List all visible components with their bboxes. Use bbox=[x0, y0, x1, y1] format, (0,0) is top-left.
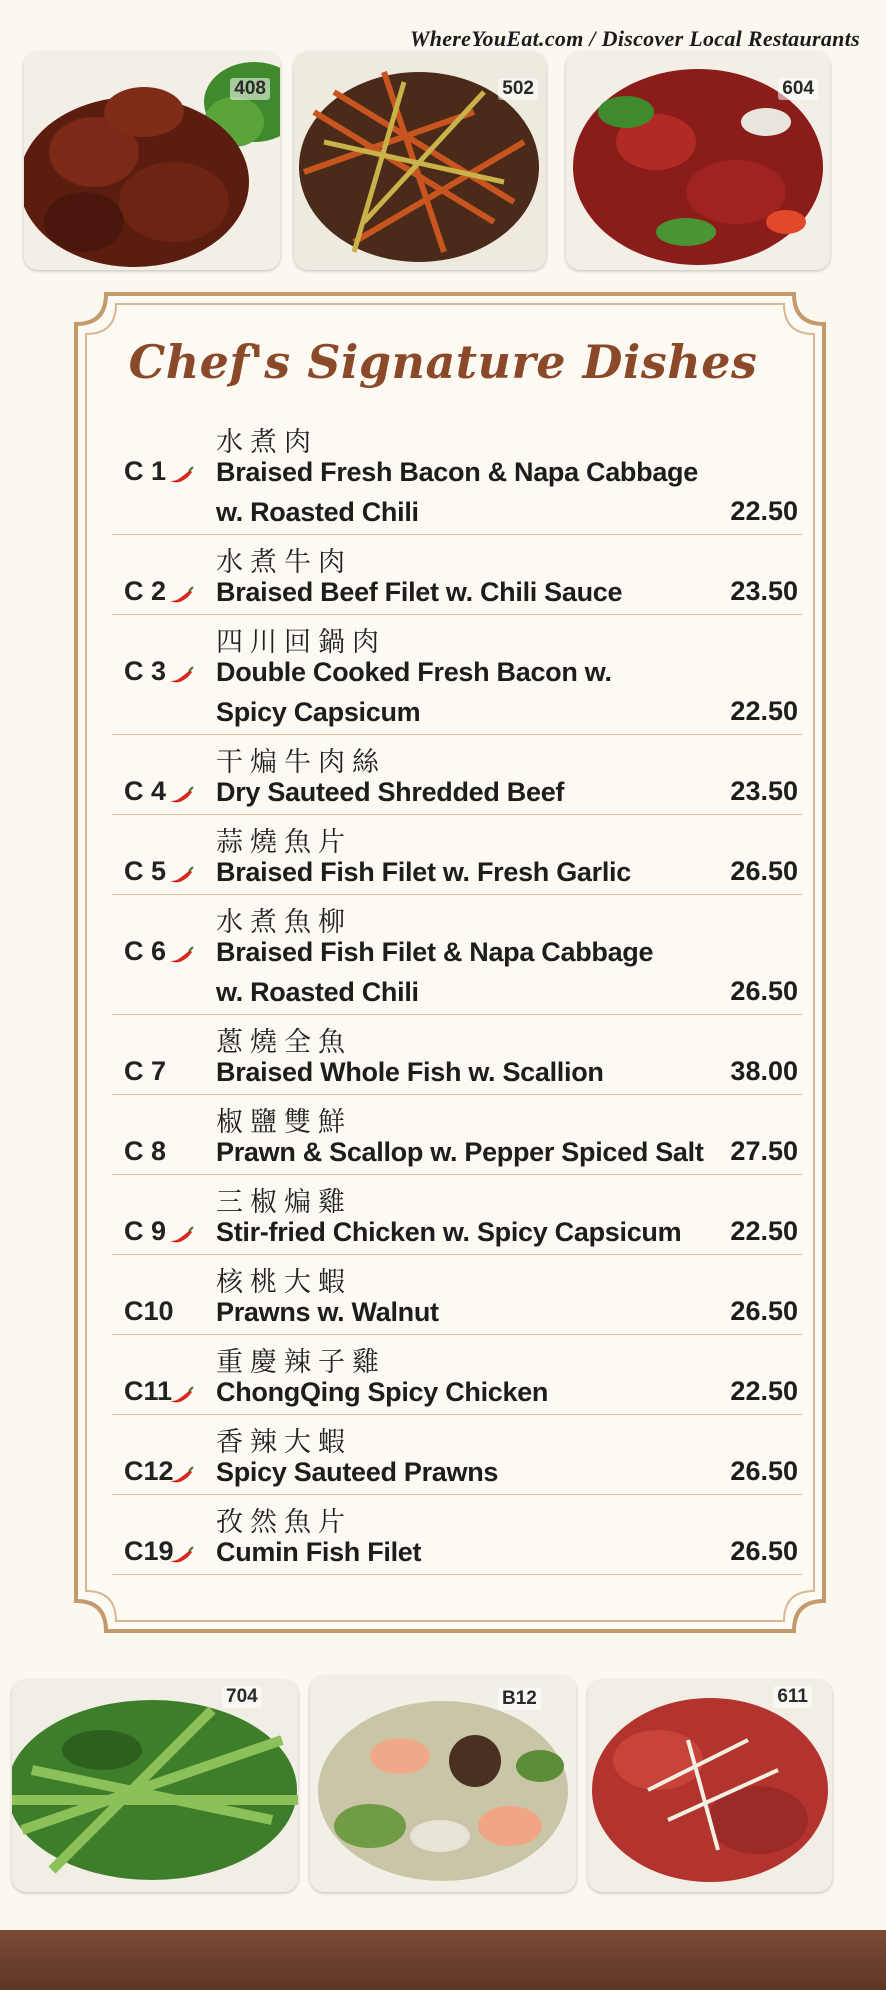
dish-number: 611 bbox=[773, 1686, 812, 1708]
dish-english-name: Prawn & Scallop w. Pepper Spiced Salt bbox=[216, 1137, 704, 1167]
dish-english-name: Braised Whole Fish w. Scallion bbox=[216, 1057, 604, 1087]
dish-chinese-name: 水煮牛肉 bbox=[216, 547, 352, 578]
dish-english-name: Spicy Capsicum bbox=[216, 697, 421, 727]
dish-price: 38.00 bbox=[730, 1056, 798, 1086]
chili-pepper-icon bbox=[168, 866, 194, 884]
chili-pepper-icon bbox=[168, 1466, 194, 1484]
dish-price: 23.50 bbox=[730, 776, 798, 806]
row-divider bbox=[112, 1414, 802, 1415]
dish-code: C 2 bbox=[124, 576, 167, 606]
dish-price: 22.50 bbox=[730, 696, 798, 726]
dish-price: 26.50 bbox=[730, 1296, 798, 1326]
dish-english-name: w. Roasted Chili bbox=[216, 497, 419, 527]
dish-chinese-name: 蔥燒全魚 bbox=[216, 1027, 352, 1058]
dish-code: C10 bbox=[124, 1296, 174, 1326]
footer-band bbox=[0, 1930, 886, 1990]
dish-english-name: Cumin Fish Filet bbox=[216, 1537, 422, 1567]
dish-english-name: Braised Beef Filet w. Chili Sauce bbox=[216, 577, 623, 607]
dish-number: 704 bbox=[222, 1686, 262, 1708]
dish-number: 408 bbox=[230, 78, 270, 100]
chili-pepper-icon bbox=[168, 1386, 194, 1404]
dish-english-name: ChongQing Spicy Chicken bbox=[216, 1377, 549, 1407]
dish-code: C12 bbox=[124, 1456, 174, 1486]
dish-photo-704 bbox=[12, 1680, 298, 1892]
dish-english-name: Stir-fried Chicken w. Spicy Capsicum bbox=[216, 1217, 682, 1247]
row-divider bbox=[112, 1574, 802, 1575]
dish-chinese-name: 椒鹽雙鮮 bbox=[216, 1107, 352, 1138]
dish-english-name: Braised Fresh Bacon & Napa Cabbage bbox=[216, 457, 698, 487]
row-divider bbox=[112, 1494, 802, 1495]
dish-code: C 5 bbox=[124, 856, 167, 886]
dish-chinese-name: 干煸牛肉絲 bbox=[216, 747, 386, 778]
dish-code: C 6 bbox=[124, 936, 167, 966]
dish-chinese-name: 核桃大蝦 bbox=[216, 1267, 352, 1298]
dish-number: 502 bbox=[498, 78, 538, 100]
dish-photo-502 bbox=[294, 52, 546, 270]
dish-code: C 9 bbox=[124, 1216, 167, 1246]
chili-pepper-icon bbox=[168, 1226, 194, 1244]
dish-english-name: Braised Fish Filet w. Fresh Garlic bbox=[216, 857, 631, 887]
dish-code: C 7 bbox=[124, 1056, 167, 1086]
dish-chinese-name: 蒜燒魚片 bbox=[216, 827, 352, 858]
chili-pepper-icon bbox=[168, 1546, 194, 1564]
row-divider bbox=[112, 1174, 802, 1175]
chili-pepper-icon bbox=[168, 586, 194, 604]
dish-number: 604 bbox=[778, 78, 818, 100]
dish-price: 26.50 bbox=[730, 1456, 798, 1486]
dish-english-name: Dry Sauteed Shredded Beef bbox=[216, 777, 565, 807]
dish-chinese-name: 重慶辣子雞 bbox=[216, 1347, 386, 1378]
dish-english-name: Double Cooked Fresh Bacon w. bbox=[216, 657, 612, 687]
row-divider bbox=[112, 814, 802, 815]
greens-photo-icon bbox=[12, 1680, 298, 1892]
dish-photo-611 bbox=[588, 1680, 832, 1892]
dish-code: C19 bbox=[124, 1536, 174, 1566]
dish-chinese-name: 香辣大蝦 bbox=[216, 1427, 352, 1458]
dish-photo-408 bbox=[24, 52, 280, 270]
chili-pepper-icon bbox=[168, 946, 194, 964]
section-title: Chef's Signature Dishes bbox=[128, 335, 758, 389]
dish-price: 22.50 bbox=[730, 1216, 798, 1246]
dish-photo-604 bbox=[566, 52, 830, 270]
dish-price: 27.50 bbox=[730, 1136, 798, 1166]
dish-code: C 8 bbox=[124, 1136, 167, 1166]
dish-english-name: w. Roasted Chili bbox=[216, 977, 419, 1007]
dish-english-name: Spicy Sauteed Prawns bbox=[216, 1457, 499, 1487]
row-divider bbox=[112, 894, 802, 895]
row-divider bbox=[112, 1334, 802, 1335]
dish-english-name: Prawns w. Walnut bbox=[216, 1297, 439, 1327]
dish-price: 22.50 bbox=[730, 1376, 798, 1406]
dish-code: C11 bbox=[124, 1376, 173, 1406]
dish-price: 22.50 bbox=[730, 496, 798, 526]
row-divider bbox=[112, 1094, 802, 1095]
site-credit: WhereYouEat.com / Discover Local Restaurants bbox=[409, 26, 860, 51]
row-divider bbox=[112, 734, 802, 735]
dish-chinese-name: 三椒煸雞 bbox=[216, 1187, 352, 1218]
dish-english-name: Braised Fish Filet & Napa Cabbage bbox=[216, 937, 654, 967]
row-divider bbox=[112, 1254, 802, 1255]
dish-code: C 3 bbox=[124, 656, 167, 686]
dish-photo-B12 bbox=[310, 1676, 576, 1892]
row-divider bbox=[112, 534, 802, 535]
chili-pepper-icon bbox=[168, 466, 194, 484]
dish-price: 23.50 bbox=[730, 576, 798, 606]
chili-pepper-icon bbox=[168, 666, 194, 684]
row-divider bbox=[112, 614, 802, 615]
dish-number: B12 bbox=[498, 1688, 541, 1710]
dish-code: C 1 bbox=[124, 456, 167, 486]
crispy-beef-photo-icon bbox=[588, 1680, 832, 1892]
dish-price: 26.50 bbox=[730, 1536, 798, 1566]
dish-chinese-name: 四川回鍋肉 bbox=[216, 627, 386, 658]
dish-chinese-name: 孜然魚片 bbox=[216, 1507, 352, 1538]
chili-pepper-icon bbox=[168, 786, 194, 804]
dish-price: 26.50 bbox=[730, 856, 798, 886]
dish-code: C 4 bbox=[124, 776, 167, 806]
dish-chinese-name: 水煮肉 bbox=[216, 427, 318, 458]
dish-chinese-name: 水煮魚柳 bbox=[216, 907, 352, 938]
dish-price: 26.50 bbox=[730, 976, 798, 1006]
row-divider bbox=[112, 1014, 802, 1015]
